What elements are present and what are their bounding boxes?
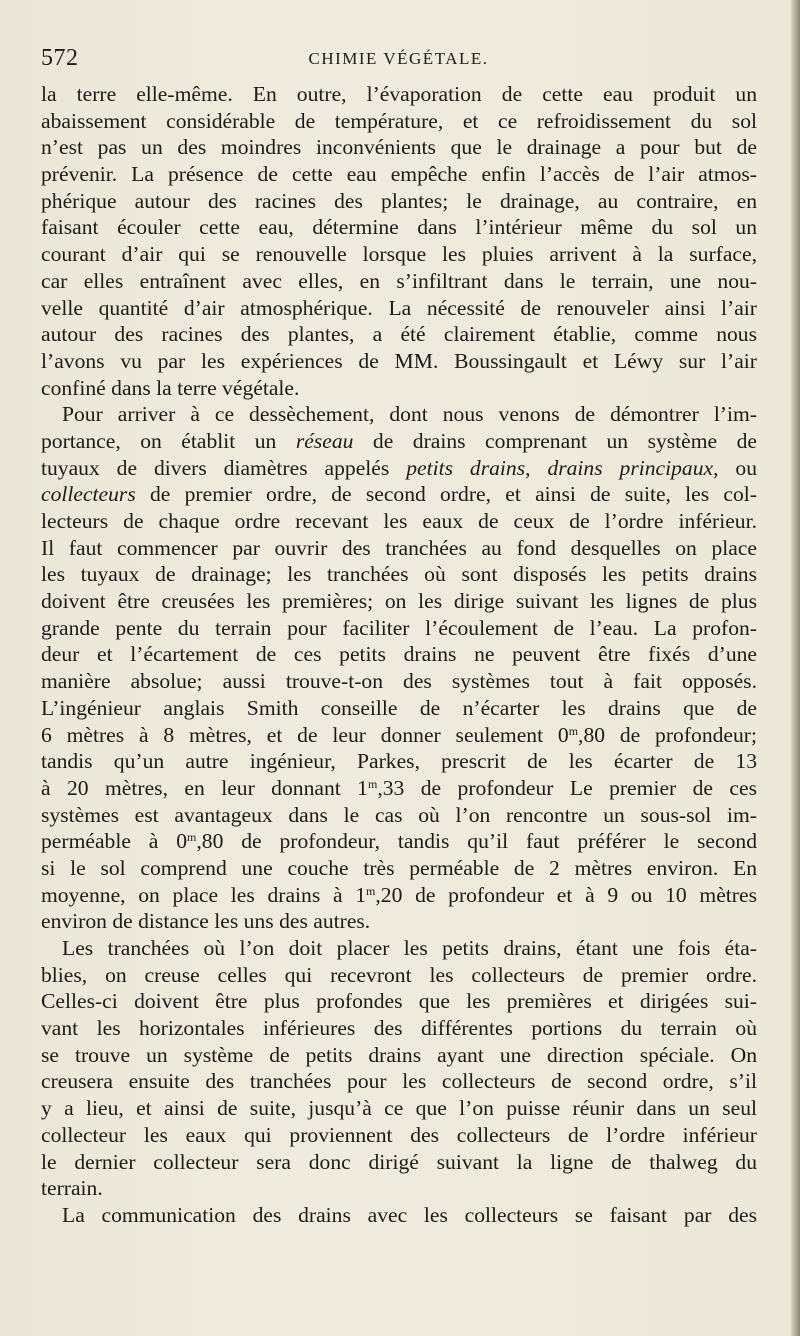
text-line: creusera ensuite des tranchées pour les collecteurs de second ordre, s’il	[41, 1069, 757, 1094]
text-line: deur et l’écartement de ces petits drains ne peuvent être fixés d’une	[41, 642, 757, 667]
text-line: faisant écouler cette eau, détermine dans l’intérieur même du sol un	[41, 215, 757, 240]
text-line: la terre elle-même. En outre, l’évaporation de cette eau produit un	[41, 82, 757, 106]
text-line: manière absolue; aussi trouve-t-on des systèmes tout à fait opposés.	[41, 669, 757, 694]
text-line: velle quantité d’air atmosphérique. La nécessité de renouveler ainsi l’air	[41, 295, 757, 320]
text-line: l’avons vu par les expériences de MM. Boussingault et Léwy sur l’air	[41, 348, 757, 373]
text-line: le dernier collecteur sera donc dirigé suivant la ligne de thalweg du	[41, 1149, 757, 1174]
text-line: moyenne, on place les drains à 1$^m$,20 de profondeur et à 9 ou 10 mètres	[41, 882, 757, 907]
text-line: collecteurs de premier ordre, de second ordre, et ainsi de suite, les col-	[41, 482, 757, 507]
page-header	[41, 45, 756, 75]
text-line: si le sol comprend une couche très perméable de 2 mètres environ. En	[41, 855, 757, 880]
text-line: Les tranchées où l’on doit placer les petits drains, étant une fois éta-	[62, 936, 757, 960]
text-line: 6 mètres à 8 mètres, et de leur donner seulement 0$^m$,80 de profondeur;	[41, 722, 757, 747]
text-line: confiné dans la terre végétale.	[41, 375, 300, 400]
text-line: courant d’air qui se renouvelle lorsque les pluies arrivent à la surface,	[41, 242, 757, 267]
text-line: les tuyaux de drainage; les tranchées où sont disposés les petits drains	[41, 562, 757, 587]
text-line: L’ingénieur anglais Smith conseille de n’écarter les drains que de	[41, 695, 757, 720]
text-line: autour des racines des plantes, a été clairement établie, comme nous	[41, 322, 757, 347]
text-line: car elles entraînent avec elles, en s’infiltrant dans le terrain, une nou-	[41, 268, 757, 293]
page-edge-shadow	[791, 0, 800, 1336]
text-line: systèmes est avantageux dans le cas où l’on rencontre un sous-sol im-	[41, 802, 757, 827]
text-line: se trouve un système de petits drains ayant une direction spéciale. On	[41, 1042, 757, 1067]
text-line: blies, on creuse celles qui recevront les collecteurs de premier ordre.	[41, 962, 757, 987]
page-number: 572	[41, 45, 79, 71]
text-line: prévenir. La présence de cette eau empêche enfin l’accès de l’air atmos-	[41, 162, 757, 187]
text-line: environ de distance les uns des autres.	[41, 909, 371, 934]
text-line: vant les horizontales inférieures des différentes portions du terrain où	[41, 1016, 757, 1041]
text-line: à 20 mètres, en leur donnant 1$^m$,33 de profondeur Le premier de ces	[41, 775, 758, 800]
text-line: grande pente du terrain pour faciliter l’écoulement de l’eau. La profon-	[41, 615, 757, 640]
text-line: terrain.	[41, 1176, 103, 1201]
text-line: lecteurs de chaque ordre recevant les eaux de ceux de l’ordre inférieur.	[41, 509, 757, 533]
text-line: n’est pas un des moindres inconvénients que le drainage a pour but de	[41, 135, 757, 160]
text-line: La communication des drains avec les collecteurs se faisant par des	[62, 1202, 757, 1227]
text-line: Pour arriver à ce dessèchement, dont nous venons de démontrer l’im-	[62, 402, 757, 427]
text-line: phérique autour des racines des plantes; le drainage, au contraire, en	[41, 188, 757, 213]
text-line: doivent être creusées les premières; on les dirige suivant les lignes de plus	[41, 589, 757, 614]
text-line: collecteur les eaux qui proviennent des collecteurs de l’ordre inférieur	[41, 1122, 757, 1147]
text-line: y a lieu, et ainsi de suite, jusqu’à ce que l’on puisse réunir dans un seul	[41, 1096, 757, 1121]
text-line: abaissement considérable de température, et ce refroidissement du sol	[41, 108, 757, 133]
body-text	[41, 81, 757, 1229]
running-head: CHIMIE VÉGÉTALE.	[308, 49, 489, 68]
text-line: Celles-ci doivent être plus profondes que les premières et dirigées sui-	[41, 989, 757, 1014]
text-line: portance, on établit un réseau de drains comprenant un système de	[41, 428, 758, 453]
text-line: perméable à 0$^m$,80 de profondeur, tandis qu’il faut préférer le second	[41, 829, 757, 854]
text-line: tandis qu’un autre ingénieur, Parkes, prescrit de les écarter de 13	[41, 749, 757, 774]
text-line: Il faut commencer par ouvrir des tranchées au fond desquelles on place	[41, 535, 757, 560]
text-line: tuyaux de divers diamètres appelés petits drains, drains principaux, ou	[41, 455, 758, 480]
